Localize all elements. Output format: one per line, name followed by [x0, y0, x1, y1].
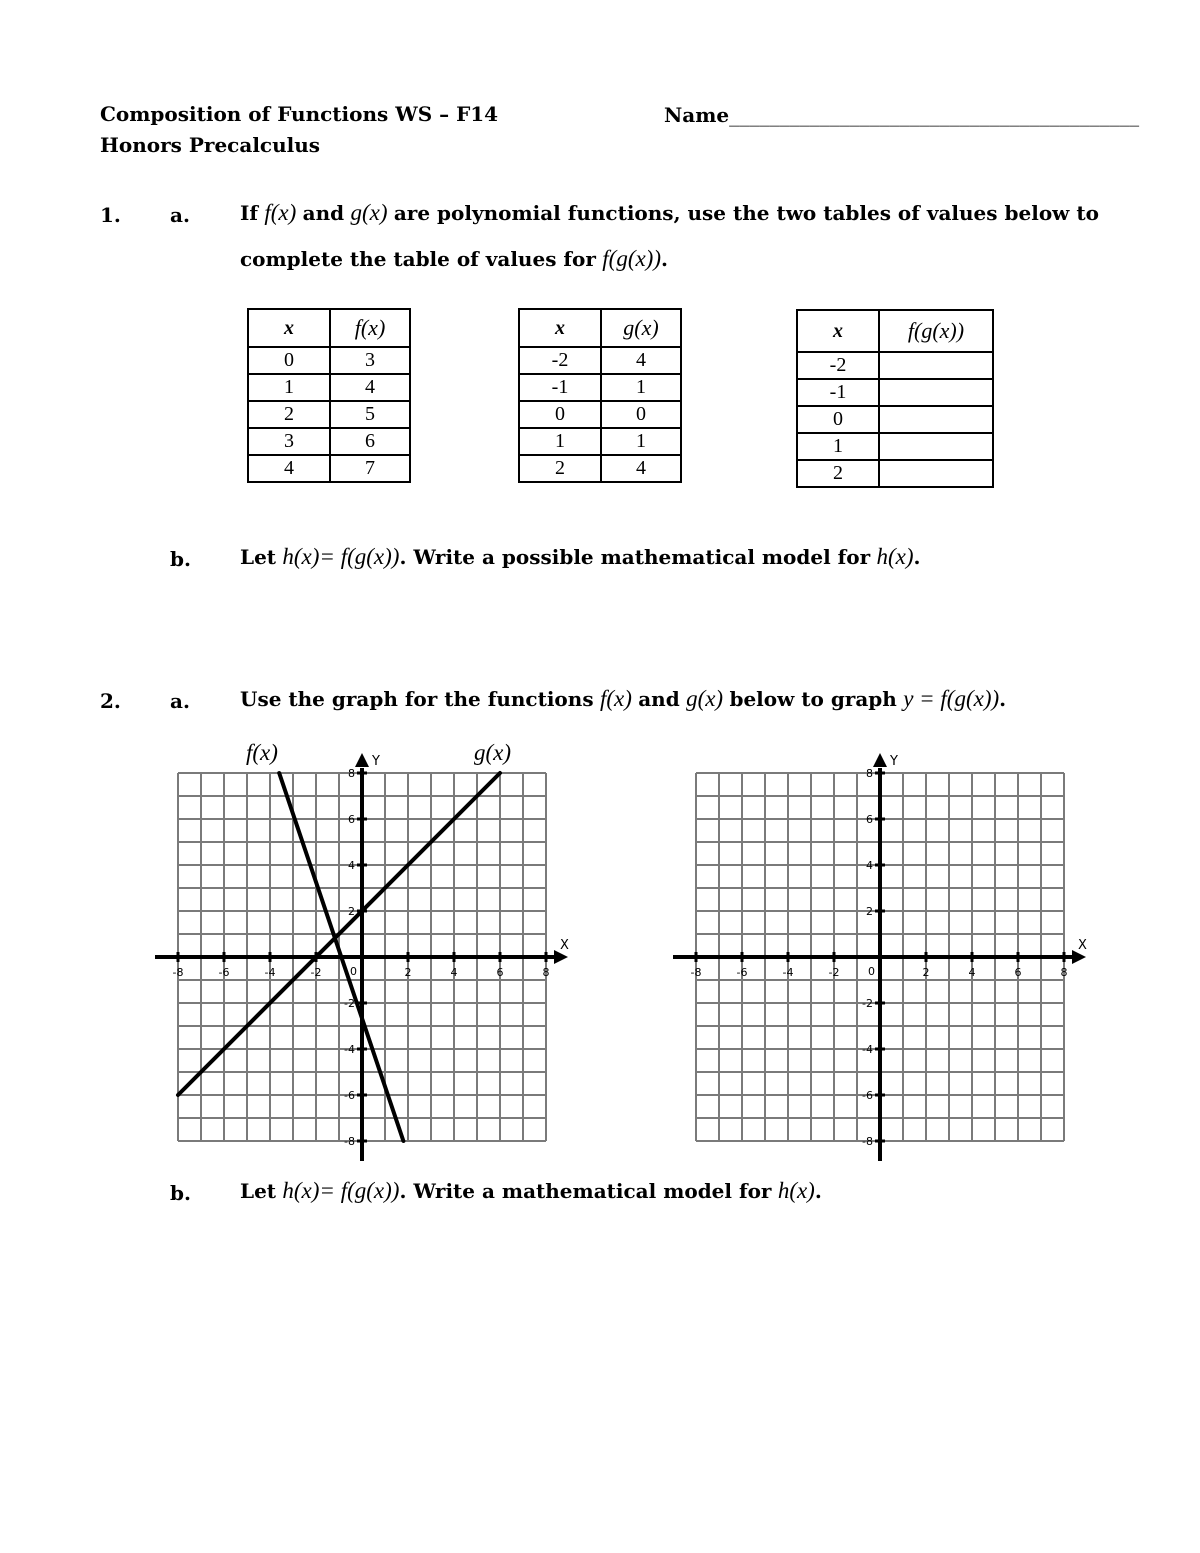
- y-tick-label: 4: [866, 859, 873, 872]
- q2-number: 2.: [100, 689, 121, 713]
- x-tick-label: -6: [218, 966, 230, 979]
- q1a-letter: a.: [170, 203, 190, 227]
- x-axis-label: X: [560, 938, 569, 953]
- x-axis-label: X: [1078, 938, 1087, 953]
- graph-right[interactable]: [668, 745, 1098, 1165]
- x-tick-label: -8: [690, 966, 702, 979]
- y-axis-arrow-icon: [873, 753, 887, 767]
- x-tick-label: 6: [1014, 966, 1022, 979]
- table-row: -2: [797, 352, 993, 379]
- table-row: 2: [797, 460, 993, 487]
- y-tick-label: -2: [344, 997, 355, 1010]
- x-tick-label: -2: [310, 966, 322, 979]
- q2a-text: Use the graph for the functions f(x) and g(x) below to graph y = f(g(x)).: [240, 686, 1007, 711]
- y-tick-label: -8: [344, 1135, 355, 1148]
- x-tick-label: 4: [968, 966, 976, 979]
- q2b-letter: b.: [170, 1181, 191, 1205]
- table-fg: [796, 309, 994, 488]
- table-f-header-x: x: [248, 309, 330, 347]
- x-tick-label: -4: [782, 966, 794, 979]
- q1b-letter: b.: [170, 547, 191, 571]
- q1b-text: Let h(x)= f(g(x)). Write a possible mathematical model for h(x).: [240, 544, 921, 569]
- label-g-of-x: g(x): [474, 740, 512, 765]
- y-tick-label: 6: [866, 813, 873, 826]
- x-tick-label: -4: [264, 966, 276, 979]
- table-row: 2 5: [248, 401, 410, 428]
- table-fg-header-fgx: f(g(x)): [879, 310, 993, 352]
- table-f-header-fx: f(x): [330, 309, 410, 347]
- table-row: 4 7: [248, 455, 410, 482]
- y-axis-arrow-icon: [355, 753, 369, 767]
- table-row: 2 4: [519, 455, 681, 482]
- x-tick-label: 4: [450, 966, 458, 979]
- y-tick-label: 2: [348, 905, 355, 918]
- y-tick-label: -6: [862, 1089, 873, 1102]
- answer-cell[interactable]: [879, 433, 993, 460]
- q1a-line1: If f(x) and g(x) are polynomial functions, use the two tables of values below to: [240, 200, 1099, 225]
- y-axis-label: Y: [890, 754, 898, 769]
- table-row: 0: [797, 406, 993, 433]
- table-row: 1 4: [248, 374, 410, 401]
- origin-label: 0: [868, 965, 875, 978]
- y-tick-label: 8: [348, 767, 355, 780]
- answer-cell[interactable]: [879, 406, 993, 433]
- name-blank: _________________________________________: [729, 103, 1140, 127]
- q1-number: 1.: [100, 203, 121, 227]
- table-row: -2 4: [519, 347, 681, 374]
- table-fg-header-x: x: [797, 310, 879, 352]
- x-tick-label: -2: [828, 966, 840, 979]
- table-row: 3 6: [248, 428, 410, 455]
- name-field[interactable]: [664, 102, 1139, 128]
- worksheet-title: Composition of Functions WS – F14: [100, 102, 499, 126]
- y-tick-label: -6: [344, 1089, 355, 1102]
- origin-label: 0: [350, 965, 357, 978]
- y-tick-label: -4: [344, 1043, 355, 1056]
- table-row: -1: [797, 379, 993, 406]
- y-tick-label: 8: [866, 767, 873, 780]
- y-tick-label: 4: [348, 859, 355, 872]
- table-row: -1 1: [519, 374, 681, 401]
- x-tick-label: 8: [1060, 966, 1068, 979]
- x-tick-label: 8: [542, 966, 550, 979]
- course-name: Honors Precalculus: [100, 133, 321, 157]
- label-f-of-x: f(x): [246, 740, 278, 765]
- y-axis-label: Y: [372, 754, 380, 769]
- x-tick-label: -8: [172, 966, 184, 979]
- q2b-text: Let h(x)= f(g(x)). Write a mathematical model for h(x).: [240, 1178, 822, 1203]
- q1a-line2: complete the table of values for f(g(x)).: [240, 246, 668, 271]
- x-tick-label: 2: [404, 966, 412, 979]
- table-row: 0 0: [519, 401, 681, 428]
- table-row: 1: [797, 433, 993, 460]
- name-label: Name: [664, 103, 730, 127]
- table-g-header-gx: g(x): [601, 309, 681, 347]
- answer-cell[interactable]: [879, 460, 993, 487]
- y-tick-label: 6: [348, 813, 355, 826]
- q2a-letter: a.: [170, 689, 190, 713]
- answer-cell[interactable]: [879, 379, 993, 406]
- x-tick-label: -6: [736, 966, 748, 979]
- x-tick-label: 6: [496, 966, 504, 979]
- y-tick-label: -2: [862, 997, 873, 1010]
- table-row: 1 1: [519, 428, 681, 455]
- y-tick-label: -4: [862, 1043, 873, 1056]
- y-tick-label: -8: [862, 1135, 873, 1148]
- graph-left: [150, 745, 580, 1165]
- table-f: [247, 308, 411, 483]
- x-tick-label: 2: [922, 966, 930, 979]
- table-g: [518, 308, 682, 483]
- y-tick-label: 2: [866, 905, 873, 918]
- answer-cell[interactable]: [879, 352, 993, 379]
- table-g-header-x: x: [519, 309, 601, 347]
- table-row: 0 3: [248, 347, 410, 374]
